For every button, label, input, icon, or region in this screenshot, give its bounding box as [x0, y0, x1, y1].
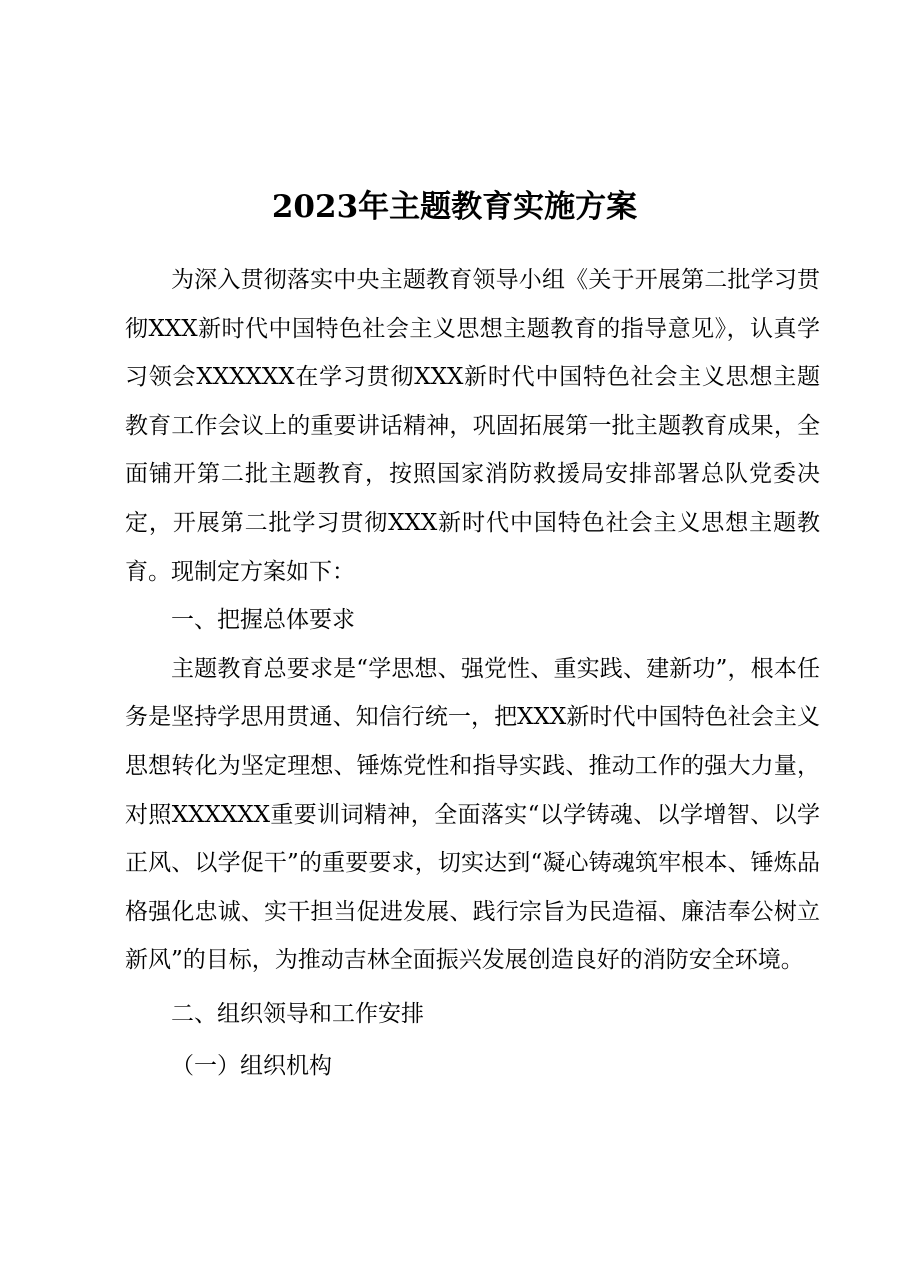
- document-title: 2023年主题教育实施方案: [271, 189, 638, 225]
- document-body: [125, 256, 820, 1090]
- section-1-paragraph: 主题教育总要求是“学思想、强党性、重实践、建新功”，根本任务是坚持学思用贯通、知信行统一，把XXX新时代中国特色社会主义思想转化为坚定理想、锤炼党性和指导实践、推动工作的强大力量，对照XXXXXX重要训词精神，全面落实“以学铸魂、以学增智、以学正风、以学促干”的重要要求，切实达到“凝心铸魂筑牢根本、锤炼品格强化忠诚、实干担当促进发展、践行宗旨为民造福、廉洁奉公树立新风”的目标，为推动吉林全面振兴发展创造良好的消防安全环境。: [125, 655, 820, 974]
- intro-paragraph: 为深入贯彻落实中央主题教育领导小组《关于开展第二批学习贯彻XXX新时代中国特色社会主义思想主题教育的指导意见》，认真学习领会XXXXXX在学习贯彻XXX新时代中国特色社会主义思想主题教育工作会议上的重要讲话精神，巩固拓展第一批主题教育成果，全面铺开第二批主题教育，按照国家消防救援局安排部署总队党委决定，开展第二批学习贯彻XXX新时代中国特色社会主义思想主题教育。现制定方案如下：: [125, 267, 820, 585]
- section-heading-1: 一、把握总体要求: [171, 607, 355, 634]
- section-heading-2: 二、组织领导和工作安排: [171, 1000, 424, 1027]
- subsection-heading-1: （一）组织机构: [171, 1052, 332, 1079]
